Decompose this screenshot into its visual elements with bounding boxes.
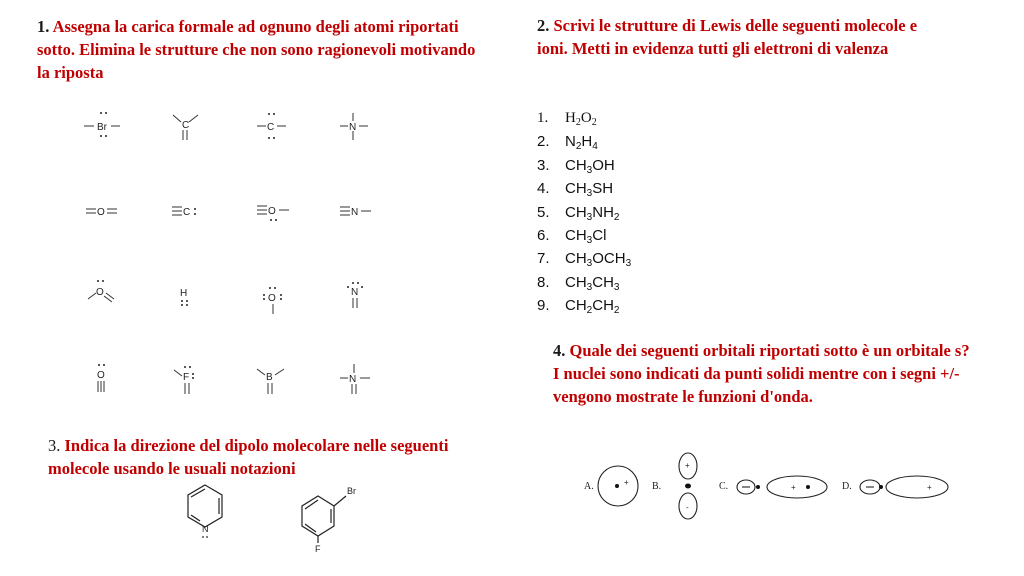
atom-n-4: N [349,374,357,385]
formula-subscript: 3 [586,234,593,246]
orbital-b-top-sign: + [685,461,690,470]
structure-f-double-bond [174,366,194,394]
formula-subscript: 3 [586,211,593,223]
molecule-item [537,130,631,153]
structure-c-triple-lone-pair [172,207,196,218]
structure-n-four-bonds [340,113,368,140]
formula-text: CH [565,156,587,174]
formula-text: CH [565,180,587,198]
formula-text: N [565,133,576,151]
dipole-molecules [170,480,390,570]
question-2-text: Scrivi le strutture di Lewis delle seguenti molecole e ioni. Metti in evidenza tutti gli elettroni di valenza [537,16,918,58]
formula-text: OH [592,156,615,174]
formula-subscript: 2 [591,117,597,128]
orbital-c-sign: + [791,483,796,492]
formula-subscript: 4 [592,141,598,153]
molecule-number: 1. [537,110,549,126]
question-4 [553,339,973,408]
formula-subscript: 3 [586,258,593,270]
orbital-d-large-lobe [886,476,948,498]
atom-br: Br [97,122,107,133]
molecule-item [537,154,631,177]
atom-c: C [182,120,190,131]
formula-text: CH [592,273,614,291]
atom-h: H [180,288,188,299]
atom-f-benzene: F [315,544,321,554]
formula-text: CH [565,273,587,291]
atom-n: N [349,122,357,133]
atom-n-2: N [351,207,359,218]
formula-subscript: 2 [575,117,581,128]
lewis-structures-grid [70,100,400,410]
formula-subscript: 3 [586,281,593,293]
atom-c-2: C [267,122,275,133]
molecule-number: 3. [537,156,550,174]
structure-n-triple-single [340,207,371,218]
question-3-number: 3. [48,436,61,455]
formula-text: H [565,110,576,126]
atom-f: F [183,372,190,383]
atom-o-5: O [97,370,105,381]
formula-text: OCH [592,250,626,268]
question-1-text: Assegna la carica formale ad ognuno degli atomi riportati sotto. Elimina le strutture che non sono ragionevoli motivando la riposta [37,17,476,82]
atom-n-3: N [351,287,359,298]
atom-o-3: O [96,287,104,298]
structure-c-two-bonds-double [173,115,198,140]
molecule-item [537,107,631,130]
formula-subscript: 2 [613,305,620,317]
formula-text: CH [565,250,587,268]
molecule-number: 4. [537,180,550,198]
molecule-number: 9. [537,297,550,315]
molecule-number: 7. [537,250,550,268]
structure-o-triple-bond [97,364,105,392]
question-1-number: 1. [37,17,50,36]
formula-text: CH [565,297,587,315]
structure-o-bent-double [88,280,114,302]
formula-text: SH [592,180,614,198]
question-3 [48,434,468,480]
atom-b: B [266,372,273,383]
atom-c-3: C [183,207,191,218]
molecule-item [537,271,631,294]
orbital-label-c: C. [719,481,729,492]
formula-text: CH [565,226,587,244]
question-4-number: 4. [553,341,566,360]
molecule-item [537,247,631,270]
structure-o-two-double-bonds [86,207,117,218]
molecule-item [537,201,631,224]
structure-h-lone-pair [180,288,188,306]
formula-subscript: 3 [613,281,620,293]
question-2-number: 2. [537,16,550,35]
molecule-list [537,107,631,318]
structure-o-triple-single [257,206,289,221]
question-3-text: Indica la direzione del dipolo molecolare nelle seguenti molecole usando le usuali notazioni [48,436,449,478]
formula-text: Cl [592,226,607,244]
orbital-a-sign: + [624,478,629,487]
structure-br-single-bonds [84,112,120,137]
structure-n-three-single-one-double [340,364,370,394]
formula-text: CH [592,297,614,315]
structure-o-three-lone-pairs [263,287,282,314]
formula-subscript: 3 [625,258,632,270]
molecule-number: 2. [537,133,550,151]
formula-text: O [580,110,592,126]
orbital-label-b: B. [652,481,662,492]
orbital-c-large-lobe [767,476,827,498]
pyridine [188,485,222,538]
molecule-item [537,177,631,200]
molecule-number: 6. [537,226,550,244]
orbital-label-a: A. [584,481,594,492]
orbital-diagrams [580,450,960,525]
molecule-number: 5. [537,203,550,221]
question-2 [537,14,937,60]
orbital-b-bottom-sign: - [686,503,689,512]
structure-b-double-bond [257,369,284,394]
question-4-text: Quale dei seguenti orbitali riportati sotto è un orbitale s? I nuclei sono indicati da punti solidi mentre con i segni +/- vengono mostrate le funzioni d'onda. [553,341,970,406]
structure-n-double-lone-pairs [347,282,363,308]
atom-br-benzene: Br [347,486,356,496]
atom-o: O [97,207,105,218]
formula-subscript: 3 [586,188,593,200]
formula-subscript: 3 [586,164,593,176]
formula-subscript: 2 [586,305,593,317]
bromo-fluoro-benzene [302,486,356,554]
molecule-item [537,294,631,317]
atom-n-pyridine: N [202,524,209,534]
question-1 [37,15,477,84]
structure-c-two-lone-pairs [257,113,286,139]
formula-text: CH [565,203,587,221]
molecule-item [537,224,631,247]
molecule-number: 8. [537,273,550,291]
formula-subscript: 2 [575,141,582,153]
atom-o-4: O [268,293,276,304]
formula-subscript: 2 [613,211,620,223]
atom-o-2: O [268,206,276,217]
formula-text: NH [592,203,614,221]
orbital-label-d: D. [842,481,852,492]
formula-text: H [581,133,593,151]
orbital-d-sign: + [927,483,932,492]
